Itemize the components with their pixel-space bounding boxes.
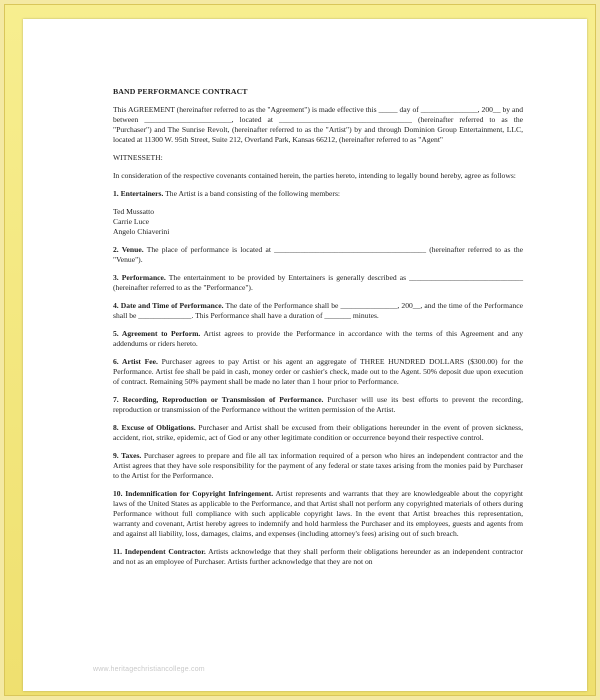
section-text: Purchaser will use its best efforts to prevent the recording, reproduction or transmission of the Performance without the written permission of the Artist. [113, 395, 524, 414]
section-entertainers [113, 189, 523, 199]
document-page [23, 19, 587, 691]
section-heading: 1. Entertainers. [113, 189, 164, 198]
section-text: The date of the Performance shall be _______________, 200__, and the time of the Performance shall be ______________. This Performance shall have a duration of _______ minutes. [113, 301, 523, 320]
section-text: Artist represents and warrants that they are knowledgeable about the copyright laws of the United States as applicable to the Performance, and that Artist shall not perform any copyrighted materials of others during Performance without full compliance with such applicable copyright laws. In the event that Artist breaches this representation, warranty and covenant, Artist hereby agrees to indemnify and hold harmless the Purchaser and its employees, guests and agents from and against all liability, loss, damages, claims, and expenses (including attorney's fees) arising out of such breach. [113, 489, 524, 538]
section-text: The place of performance is located at ________________________________________ (hereinafter referred to as the "Venue"). [113, 245, 523, 264]
section-heading: 10. Indemnification for Copyright Infringement. [113, 489, 274, 498]
section-performance [113, 273, 523, 293]
section-indemnification [113, 489, 523, 539]
section-heading: 6. Artist Fee. [113, 357, 158, 366]
member-name: Angelo Chiaverini [113, 227, 170, 236]
page-frame [4, 4, 596, 696]
section-artist-fee [113, 357, 523, 387]
section-agreement-to-perform [113, 329, 523, 349]
section-independent-contractor [113, 547, 523, 567]
document-content [113, 87, 523, 575]
section-venue [113, 245, 523, 265]
section-text: Artist agrees to provide the Performance in accordance with the terms of this Agreement and any addendums or riders hereto. [113, 329, 523, 348]
section-text: Artists acknowledge that they shall perform their obligations hereunder as an independent contractor and not as an employee of Purchaser. Artists further acknowledge that they are not on [113, 547, 523, 566]
member-name: Carrie Luce [113, 217, 150, 226]
section-heading: 4. Date and Time of Performance. [113, 301, 224, 310]
section-text: The entertainment to be provided by Entertainers is generally described as ______________________________ (hereinafter referred to as the "Performance"). [113, 273, 524, 292]
watermark-text: www.heritagechristiancollege.com [93, 666, 205, 673]
section-heading: 11. Independent Contractor. [113, 547, 206, 556]
member-list [113, 207, 523, 237]
document-title: BAND PERFORMANCE CONTRACT [113, 87, 248, 96]
section-recording [113, 395, 523, 415]
section-heading: 9. Taxes. [113, 451, 142, 460]
section-heading: 3. Performance. [113, 273, 166, 282]
section-text: Purchaser agrees to prepare and file all tax information required of a person who hires an independent contractor and the Artist agrees that they have sole responsibility for the payment of any federal or state taxes arising from the monies paid by Purchaser to the Artist for the Performance. [113, 451, 523, 480]
section-text: Purchaser and Artist shall be excused from their obligations hereunder in the event of proven sickness, accident, riot, strike, epidemic, act of God or any other legitimate condition or occurrence beyond their respective control. [113, 423, 523, 442]
section-taxes [113, 451, 523, 481]
section-heading: 8. Excuse of Obligations. [113, 423, 196, 432]
section-text: Purchaser agrees to pay Artist or his agent an aggregate of THREE HUNDRED DOLLARS ($300.00) for the Performance. Artist fee shall be paid in cash, money order or cashier's check, made out to the Agent. 50% deposit due upon execution of contract. Remaining 50% payment shall be made no later than 1 hour prior to Performance. [113, 357, 524, 386]
intro-paragraph: This AGREEMENT (hereinafter referred to as the "Agreement") is made effective this _____ day of _______________, 200__ by and between _______________________, located at ___________________________________ (hereinafter referred to as the "Purchaser") and The Sunrise Revolt, (hereinafter referred to as the "Artist") by and through Dominion Group Entertainment, LLC, located at 11300 W. 95th Street, Suite 212, Overland Park, Kansas 66212, (hereinafter referred to as "Agent" [113, 105, 523, 144]
section-text: The Artist is a band consisting of the following members: [165, 189, 341, 198]
witnesseth-heading: WITNESSETH: [113, 153, 163, 162]
section-excuse-of-obligations [113, 423, 523, 443]
consideration-paragraph: In consideration of the respective covenants contained herein, the parties hereto, intending to legally bound hereby, agree as follows: [113, 171, 516, 180]
section-heading: 5. Agreement to Perform. [113, 329, 201, 338]
section-heading: 7. Recording, Reproduction or Transmission of Performance. [113, 395, 324, 404]
section-date-time [113, 301, 523, 321]
member-name: Ted Mussatto [113, 207, 155, 216]
section-heading: 2. Venue. [113, 245, 144, 254]
